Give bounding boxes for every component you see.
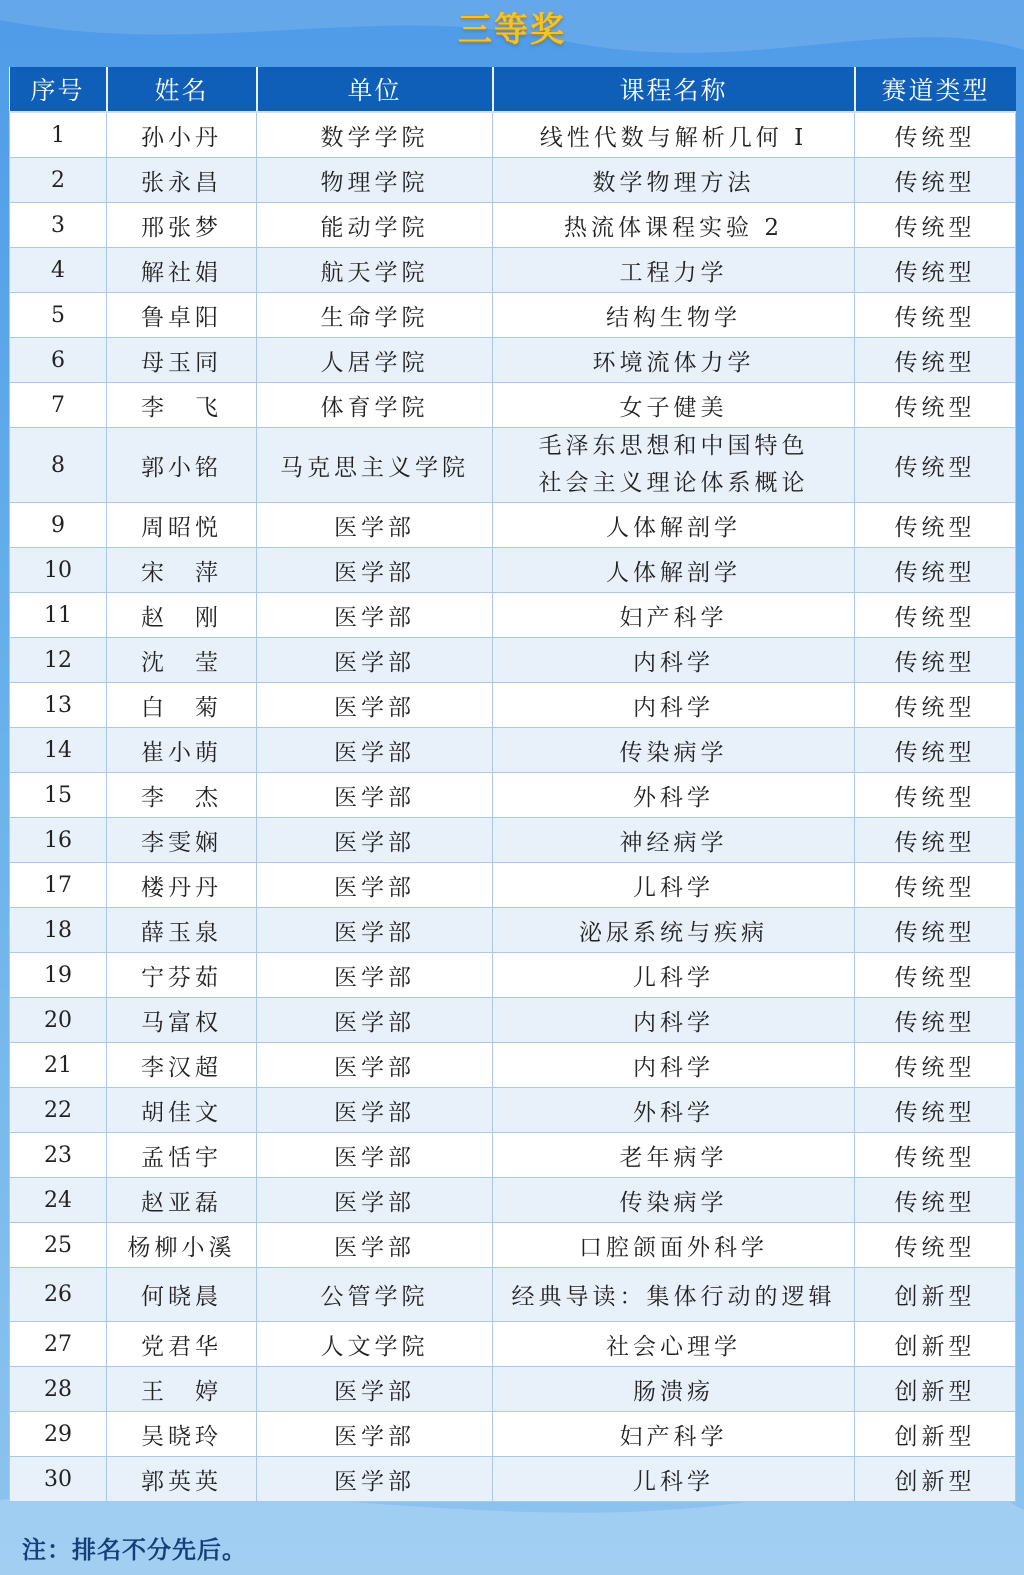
table-row [10, 112, 1016, 158]
cell-unit: 人居学院 [257, 338, 493, 383]
cell-name: 赵亚磊 [107, 1178, 257, 1223]
table-row [10, 683, 1016, 728]
cell-name: 邢张梦 [107, 203, 257, 248]
cell-name: 李汉超 [107, 1043, 257, 1088]
cell-course: 人体解剖学 [493, 503, 855, 548]
cell-unit: 医学部 [257, 638, 493, 683]
table-row [10, 1268, 1016, 1322]
cell-no: 18 [10, 908, 107, 953]
cell-name: 李雯娴 [107, 818, 257, 863]
cell-track: 传统型 [855, 383, 1016, 428]
table-row [10, 1457, 1016, 1502]
cell-name: 崔小萌 [107, 728, 257, 773]
cell-name: 郭小铭 [107, 428, 257, 503]
cell-no: 24 [10, 1178, 107, 1223]
cell-track: 传统型 [855, 818, 1016, 863]
cell-course: 内科学 [493, 1043, 855, 1088]
cell-unit: 医学部 [257, 593, 493, 638]
cell-course: 妇产科学 [493, 1412, 855, 1457]
cell-name: 李 飞 [107, 383, 257, 428]
cell-no: 30 [10, 1457, 107, 1502]
cell-unit: 体育学院 [257, 383, 493, 428]
cell-unit: 医学部 [257, 1223, 493, 1268]
cell-course: 内科学 [493, 683, 855, 728]
cell-name: 党君华 [107, 1322, 257, 1367]
cell-no: 2 [10, 158, 107, 203]
cell-track: 传统型 [855, 683, 1016, 728]
cell-no: 14 [10, 728, 107, 773]
cell-name: 楼丹丹 [107, 863, 257, 908]
cell-no: 29 [10, 1412, 107, 1457]
cell-course: 结构生物学 [493, 293, 855, 338]
cell-no: 28 [10, 1367, 107, 1412]
cell-no: 3 [10, 203, 107, 248]
table-row [10, 1367, 1016, 1412]
cell-unit: 医学部 [257, 1367, 493, 1412]
cell-track: 传统型 [855, 1178, 1016, 1223]
cell-no: 4 [10, 248, 107, 293]
cell-track: 传统型 [855, 773, 1016, 818]
cell-track: 传统型 [855, 1223, 1016, 1268]
cell-name: 李 杰 [107, 773, 257, 818]
table-row [10, 1322, 1016, 1367]
cell-unit: 航天学院 [257, 248, 493, 293]
cell-name: 母玉同 [107, 338, 257, 383]
table-row [10, 383, 1016, 428]
cell-track: 传统型 [855, 638, 1016, 683]
cell-track: 创新型 [855, 1457, 1016, 1502]
cell-course: 儿科学 [493, 1457, 855, 1502]
cell-course: 热流体课程实验 2 [493, 203, 855, 248]
cell-course: 泌尿系统与疾病 [493, 908, 855, 953]
cell-no: 23 [10, 1133, 107, 1178]
cell-course: 人体解剖学 [493, 548, 855, 593]
table-row [10, 248, 1016, 293]
header-no: 序号 [10, 67, 107, 112]
cell-unit: 医学部 [257, 548, 493, 593]
cell-course: 女子健美 [493, 383, 855, 428]
table-row [10, 638, 1016, 683]
cell-no: 13 [10, 683, 107, 728]
cell-unit: 医学部 [257, 1088, 493, 1133]
cell-course: 口腔颌面外科学 [493, 1223, 855, 1268]
cell-no: 26 [10, 1268, 107, 1322]
table-row [10, 953, 1016, 998]
cell-course: 经典导读：集体行动的逻辑 [493, 1268, 855, 1322]
cell-track: 传统型 [855, 428, 1016, 503]
cell-name: 杨柳小溪 [107, 1223, 257, 1268]
cell-name: 马富权 [107, 998, 257, 1043]
cell-unit: 医学部 [257, 1412, 493, 1457]
table-row [10, 593, 1016, 638]
cell-course: 线性代数与解析几何 I [493, 112, 855, 158]
cell-track: 传统型 [855, 338, 1016, 383]
award-table [9, 67, 1016, 1502]
header-name: 姓名 [107, 67, 257, 112]
cell-unit: 医学部 [257, 908, 493, 953]
cell-unit: 医学部 [257, 863, 493, 908]
cell-course: 传染病学 [493, 728, 855, 773]
cell-name: 解社娟 [107, 248, 257, 293]
cell-unit: 公管学院 [257, 1268, 493, 1322]
cell-course: 儿科学 [493, 863, 855, 908]
cell-course: 外科学 [493, 773, 855, 818]
cell-course [493, 428, 855, 503]
cell-no: 5 [10, 293, 107, 338]
cell-name: 鲁卓阳 [107, 293, 257, 338]
cell-course: 老年病学 [493, 1133, 855, 1178]
table-row [10, 1043, 1016, 1088]
cell-track: 创新型 [855, 1268, 1016, 1322]
cell-name: 宁芬茹 [107, 953, 257, 998]
cell-course: 内科学 [493, 998, 855, 1043]
cell-unit: 数学学院 [257, 112, 493, 158]
table-row [10, 728, 1016, 773]
cell-no: 8 [10, 428, 107, 503]
cell-unit: 医学部 [257, 773, 493, 818]
header-course: 课程名称 [493, 67, 855, 112]
cell-course: 环境流体力学 [493, 338, 855, 383]
cell-course: 神经病学 [493, 818, 855, 863]
cell-track: 传统型 [855, 1043, 1016, 1088]
cell-track: 传统型 [855, 1088, 1016, 1133]
cell-track: 传统型 [855, 593, 1016, 638]
cell-course: 妇产科学 [493, 593, 855, 638]
cell-track: 传统型 [855, 953, 1016, 998]
cell-no: 22 [10, 1088, 107, 1133]
award-table-container [9, 67, 1015, 1502]
cell-track: 传统型 [855, 112, 1016, 158]
cell-unit: 医学部 [257, 683, 493, 728]
cell-unit: 医学部 [257, 1178, 493, 1223]
cell-name: 孙小丹 [107, 112, 257, 158]
cell-no: 7 [10, 383, 107, 428]
cell-track: 传统型 [855, 158, 1016, 203]
cell-unit: 医学部 [257, 503, 493, 548]
cell-no: 20 [10, 998, 107, 1043]
cell-no: 25 [10, 1223, 107, 1268]
cell-no: 9 [10, 503, 107, 548]
table-row [10, 503, 1016, 548]
cell-course: 儿科学 [493, 953, 855, 998]
cell-track: 创新型 [855, 1322, 1016, 1367]
cell-name: 张永昌 [107, 158, 257, 203]
cell-name: 宋 萍 [107, 548, 257, 593]
cell-track: 传统型 [855, 1133, 1016, 1178]
cell-name: 白 菊 [107, 683, 257, 728]
table-row [10, 908, 1016, 953]
cell-course: 外科学 [493, 1088, 855, 1133]
footnote: 注：排名不分先后。 [22, 1536, 247, 1564]
table-row [10, 1412, 1016, 1457]
table-header-row [10, 67, 1016, 112]
table-row [10, 293, 1016, 338]
cell-track: 传统型 [855, 503, 1016, 548]
cell-unit: 医学部 [257, 728, 493, 773]
cell-track: 传统型 [855, 248, 1016, 293]
table-row [10, 863, 1016, 908]
cell-name: 何晓晨 [107, 1268, 257, 1322]
header-unit: 单位 [257, 67, 493, 112]
page-title: 三等奖 [458, 10, 566, 50]
cell-track: 传统型 [855, 293, 1016, 338]
cell-no: 10 [10, 548, 107, 593]
cell-unit: 医学部 [257, 1133, 493, 1178]
cell-course: 肠溃疡 [493, 1367, 855, 1412]
cell-unit: 物理学院 [257, 158, 493, 203]
cell-track: 传统型 [855, 548, 1016, 593]
table-row [10, 998, 1016, 1043]
cell-unit: 医学部 [257, 1043, 493, 1088]
table-row [10, 818, 1016, 863]
cell-name: 薛玉泉 [107, 908, 257, 953]
cell-name: 王 婷 [107, 1367, 257, 1412]
cell-no: 1 [10, 112, 107, 158]
cell-name: 孟恬宇 [107, 1133, 257, 1178]
cell-no: 17 [10, 863, 107, 908]
cell-unit: 人文学院 [257, 1322, 493, 1367]
cell-no: 12 [10, 638, 107, 683]
cell-course-line: 毛泽东思想和中国特色 [538, 433, 809, 459]
cell-unit: 生命学院 [257, 293, 493, 338]
cell-no: 27 [10, 1322, 107, 1367]
cell-name: 胡佳文 [107, 1088, 257, 1133]
cell-course: 社会心理学 [493, 1322, 855, 1367]
table-row [10, 338, 1016, 383]
cell-unit: 医学部 [257, 818, 493, 863]
table-row [10, 1223, 1016, 1268]
table-body [10, 112, 1016, 1502]
table-row [10, 548, 1016, 593]
table-row [10, 203, 1016, 248]
cell-no: 15 [10, 773, 107, 818]
cell-no: 11 [10, 593, 107, 638]
table-row [10, 158, 1016, 203]
table-row [10, 773, 1016, 818]
cell-course: 内科学 [493, 638, 855, 683]
table-row [10, 428, 1016, 503]
cell-unit: 医学部 [257, 953, 493, 998]
cell-track: 创新型 [855, 1412, 1016, 1457]
cell-course: 传染病学 [493, 1178, 855, 1223]
table-row [10, 1133, 1016, 1178]
cell-name: 赵 刚 [107, 593, 257, 638]
cell-name: 周昭悦 [107, 503, 257, 548]
cell-track: 传统型 [855, 908, 1016, 953]
cell-track: 传统型 [855, 203, 1016, 248]
cell-course-line: 社会主义理论体系概论 [538, 470, 809, 496]
cell-track: 传统型 [855, 728, 1016, 773]
cell-unit: 医学部 [257, 1457, 493, 1502]
cell-name: 沈 莹 [107, 638, 257, 683]
cell-no: 21 [10, 1043, 107, 1088]
header-track: 赛道类型 [855, 67, 1016, 112]
cell-course: 数学物理方法 [493, 158, 855, 203]
cell-track: 传统型 [855, 863, 1016, 908]
cell-unit: 马克思主义学院 [257, 428, 493, 503]
cell-no: 16 [10, 818, 107, 863]
cell-unit: 能动学院 [257, 203, 493, 248]
cell-no: 6 [10, 338, 107, 383]
cell-track: 传统型 [855, 998, 1016, 1043]
cell-name: 吴晓玲 [107, 1412, 257, 1457]
cell-course: 工程力学 [493, 248, 855, 293]
table-row [10, 1088, 1016, 1133]
cell-unit: 医学部 [257, 998, 493, 1043]
cell-name: 郭英英 [107, 1457, 257, 1502]
table-row [10, 1178, 1016, 1223]
cell-track: 创新型 [855, 1367, 1016, 1412]
cell-no: 19 [10, 953, 107, 998]
